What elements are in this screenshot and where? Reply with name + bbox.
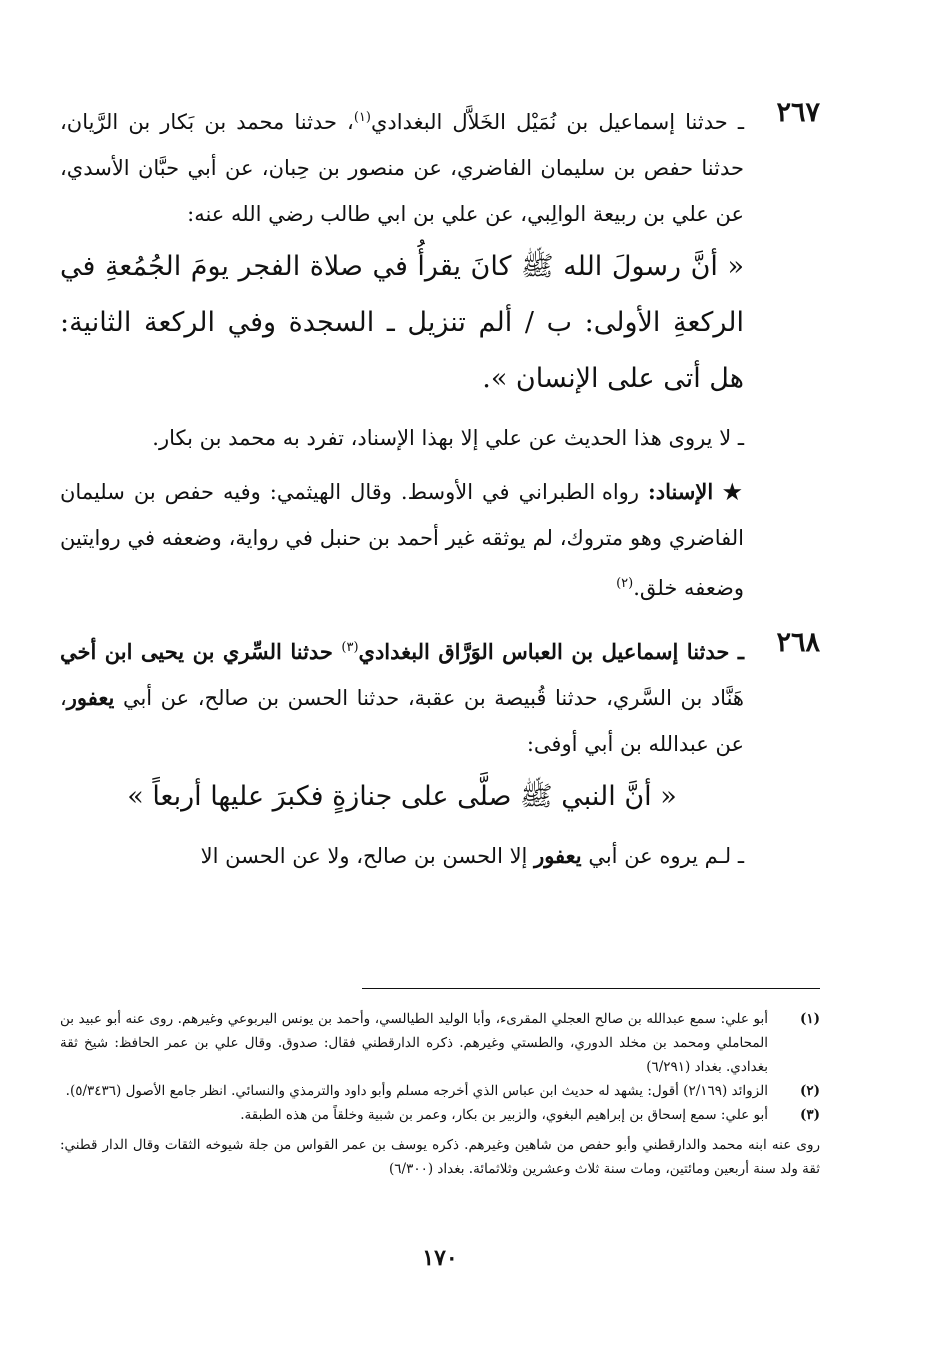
entry-body xyxy=(60,95,744,611)
footnote-ref: (٣) xyxy=(341,640,359,655)
isnad-text: ـ حدثنا إسماعيل بن نُمَيْل الخَلاَّل البغدادي$^{(١)}$، حدثنا محمد بن بَكار بن الرَّيان، حدثنا حفص بن سليمان الفاضري، عن منصور بن حِبان، عن أبي حبَّان الأسدي، عن علي بن ربيعة الوالِبي، عن علي بن ابي طالب رضي الله عنه: xyxy=(60,110,744,226)
isnad-text: ـ حدثنا إسماعيل بن العباس الوَرَّاق البغدادي$^{(٣)}$ حدثنا السِّري بن يحيى ابن أخي هَنَّاد بن السَّري، حدثنا قُبيصة بن عقبة، حدثنا الحسن بن صالح، عن أبي يعفور، عن عبدالله بن أبي أوفى: xyxy=(60,639,744,756)
hadith-text: « أنَّ رسولَ الله ﷺ كانَ يقرأُ في صلاة الفجر يومَ الجُمُعةِ في الركعةِ الأولى: ب / ألم تنزيل ـ السجدة وفي الركعة الثانية: هل أتى على الإنسان ». xyxy=(60,251,744,394)
footnote-text: أبو علي: سمع إسحاق بن إبراهيم البغوي، والزبير بن بكار، وعمر بن شبية وخلقاً من هذه الطبقة. xyxy=(240,1107,768,1123)
isnad-label: ★ الإسناد: xyxy=(647,479,744,504)
footnote xyxy=(60,1007,820,1079)
footnote-continuation: روى عنه ابنه محمد والدارقطني وأبو حفص من شاهين وغيرهم. ذكره يوسف بن عمر القواس من جلة شيوخه الثقات وقال الدار قطني: ثقة ولد سنة أربعين ومائتين، ومات سنة ثلاث وعشرين وثلاثمائة. بغداد (٦/٣٠٠) xyxy=(60,1137,820,1177)
entry-number: ٢٦٧ xyxy=(776,97,820,128)
footnotes xyxy=(60,1007,820,1181)
page-number: ١٧٠ xyxy=(422,1245,458,1271)
footnote-text: أبو علي: سمع عبدالله بن صالح العجلي المقرىء، وأبا الوليد الطيالسي، وأحمد بن يونس اليربوعي وغيرهم. روى عنه أبو عبيد بن المحاملي ومحمد بن مخلد الدوري، والطستي وغيرهم. ذكره الدارقطني فقال: صدوق. وقال علي بن عمر الحافظ: شيخ ثقة بغدادي. بغداد (٦/٢٩١) xyxy=(60,1011,768,1075)
hadith-text: « أنَّ النبي ﷺ صلَّى على جنازةٍ فكبرَ عليها أربعاً » xyxy=(127,781,677,812)
footnote-number: (٢) xyxy=(799,1083,820,1099)
hadith-entry-267 xyxy=(60,95,820,611)
footnote xyxy=(60,1079,820,1103)
page xyxy=(60,95,820,1335)
footnote-number: (٣) xyxy=(799,1107,820,1123)
footnote xyxy=(60,1103,820,1127)
footnote-number: (١) xyxy=(799,1011,820,1027)
hadith-entry-268 xyxy=(60,625,820,879)
isnad-comment: ★ الإسناد: رواه الطبراني في الأوسط. وقال الهيثمي: وفيه حفص بن سليمان الفاضري وهو متروك، لم يوثقه غير أحمد بن حنبل في رواية، وضعفه في روايتين وضعفه خلق.$^{(٢)}$ xyxy=(60,479,744,600)
entry-body xyxy=(60,625,744,879)
footnote-divider xyxy=(362,988,820,989)
entry-number: ٢٦٨ xyxy=(776,627,820,658)
footnote-ref: (١) xyxy=(353,110,371,125)
narration-note: ـ لا يروى هذا الحديث عن علي إلا بهذا الإسناد، تفرد به محمد بن بكار. xyxy=(152,426,744,450)
footnote-text: الزوائد (٢/١٦٩) أقول: يشهد له حديث ابن عباس الذي أخرجه مسلم وأبو داود والترمذي والنسائي. انظر جامع الأصول (٥/٣٤٣٦). xyxy=(65,1083,768,1099)
narration-note: ـ لـم يروه عن أبي يعفور إلا الحسن بن صالح، ولا عن الحسن الا xyxy=(200,843,744,868)
footnote-ref: (٢) xyxy=(616,576,634,591)
